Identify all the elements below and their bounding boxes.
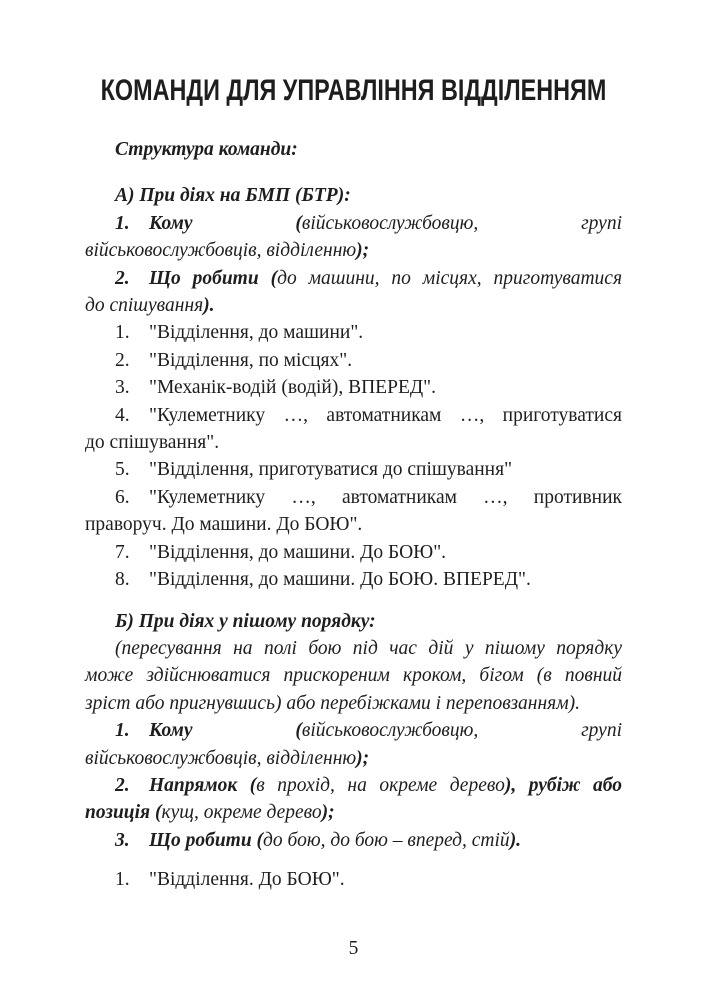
command-text: "Відділення, приготуватися до спішування"	[149, 459, 513, 481]
section-b-para1-line1	[85, 717, 622, 744]
section-b-heading-text: Б) При діях у пішому порядку:	[115, 610, 376, 632]
command-list-item	[85, 539, 622, 566]
para-number: 1.	[115, 720, 130, 742]
intro-heading	[85, 136, 622, 163]
section-b-para3	[85, 827, 622, 854]
command-list-item	[85, 484, 622, 511]
para-number: 2.	[115, 774, 130, 796]
intro-heading-text: Структура команди:	[115, 139, 298, 160]
document-content	[85, 136, 622, 962]
item-number: 7.	[115, 541, 130, 563]
close-paren: );	[321, 802, 335, 824]
item-number: 1.	[115, 869, 130, 891]
open-paren: (	[295, 212, 302, 234]
section-a-heading	[85, 182, 622, 209]
command-text: до спішування".	[85, 432, 220, 454]
final-command-item	[85, 866, 622, 893]
command-text: "Кулеметнику …, автоматникам …, противник	[149, 486, 622, 508]
command-text: "Відділення, до машини".	[149, 322, 364, 344]
close-paren: ).	[509, 829, 522, 851]
para-number: 3.	[115, 829, 130, 851]
open-paren: (	[295, 720, 302, 742]
item-number: 2.	[115, 349, 130, 371]
command-text: "Відділення, до машини. До БОЮ. ВПЕРЕД".	[149, 569, 531, 591]
command-text: "Відділення. До БОЮ".	[149, 869, 345, 891]
command-list-item	[85, 347, 622, 374]
item-number: 3.	[115, 377, 130, 399]
command-text: "Кулеметнику …, автоматникам …, приготуватися	[149, 404, 622, 426]
section-b-para1-line2	[85, 745, 622, 772]
para-detail: військовослужбовцю, групі	[301, 720, 622, 742]
open-paren: (	[249, 774, 257, 796]
note-text: може здійснюватися прискореним кроком, бігом (в повний	[85, 665, 622, 687]
section-b-heading	[85, 608, 622, 635]
para-keyword: Кому	[149, 720, 193, 742]
section-a-para1-line1	[85, 210, 622, 237]
item-number: 5.	[115, 459, 130, 481]
open-paren: (	[256, 829, 264, 851]
para-keyword: рубіж або	[528, 774, 623, 796]
para-number: 2.	[115, 267, 130, 289]
para-keyword: Що робити	[149, 829, 252, 851]
page-number-text: 5	[348, 937, 359, 959]
command-list-item	[85, 566, 622, 593]
item-number: 8.	[115, 569, 130, 591]
page-number	[85, 935, 622, 962]
section-b-para2-line1	[85, 772, 622, 799]
note-text: зріст або пригнувшись) або перебіжками і переповзанням).	[85, 692, 581, 714]
para-keyword: Що робити	[149, 267, 259, 289]
para-detail: в прохід, на окреме дерево	[256, 774, 505, 796]
para-keyword: Напрямок	[149, 774, 238, 796]
section-b-note-line3	[85, 690, 622, 717]
close-paren: ).	[203, 295, 215, 317]
para-keyword: Кому	[149, 212, 193, 234]
section-b-para2-line2	[85, 799, 622, 826]
para-detail: кущ, окреме дерево	[161, 802, 322, 824]
item-number: 4.	[115, 404, 130, 426]
para-detail: військовослужбовців, відділенню	[85, 747, 357, 769]
mid-paren: ),	[504, 774, 517, 796]
page-title: КОМАНДИ ДЛЯ УПРАВЛІННЯ ВІДДІЛЕННЯМ	[100, 74, 607, 107]
command-list-item	[85, 319, 622, 346]
para-detail: до спішування	[85, 295, 204, 317]
command-text: "Відділення, по місцях".	[149, 349, 353, 371]
close-paren: );	[356, 747, 370, 769]
section-a-para2-line2	[85, 292, 622, 319]
item-number: 6.	[115, 486, 130, 508]
command-list-item	[85, 374, 622, 401]
command-text: праворуч. До машини. До БОЮ".	[85, 514, 363, 536]
section-b-note-line1	[85, 635, 622, 662]
section-a-heading-text: А) При діях на БМП (БТР):	[115, 185, 351, 207]
para-detail: до машини, по місцях, приготуватися	[277, 267, 623, 289]
para-detail: до бою, до бою – вперед, стій	[263, 829, 510, 851]
open-paren: (	[270, 267, 278, 289]
command-list-item	[85, 402, 622, 429]
open-paren: (	[154, 802, 162, 824]
section-a-para1-line2	[85, 237, 622, 264]
command-text: "Механік-водій (водій), ВПЕРЕД".	[149, 377, 436, 399]
close-paren: );	[356, 240, 370, 262]
command-item-continuation	[85, 511, 622, 538]
para-detail: військовослужбовцю, групі	[301, 212, 622, 234]
command-text: "Відділення, до машини. До БОЮ".	[149, 541, 447, 563]
para-number: 1.	[115, 212, 130, 234]
para-keyword: позиція	[85, 802, 151, 824]
para-detail: військовослужбовців, відділенню	[85, 240, 357, 262]
section-b-note-line2	[85, 662, 622, 689]
command-list-item	[85, 456, 622, 483]
command-item-continuation	[85, 429, 622, 456]
section-a-para2-line1	[85, 265, 622, 292]
note-text: (пересування на полі бою під час дій у пішому порядку	[115, 637, 622, 659]
item-number: 1.	[115, 322, 130, 344]
